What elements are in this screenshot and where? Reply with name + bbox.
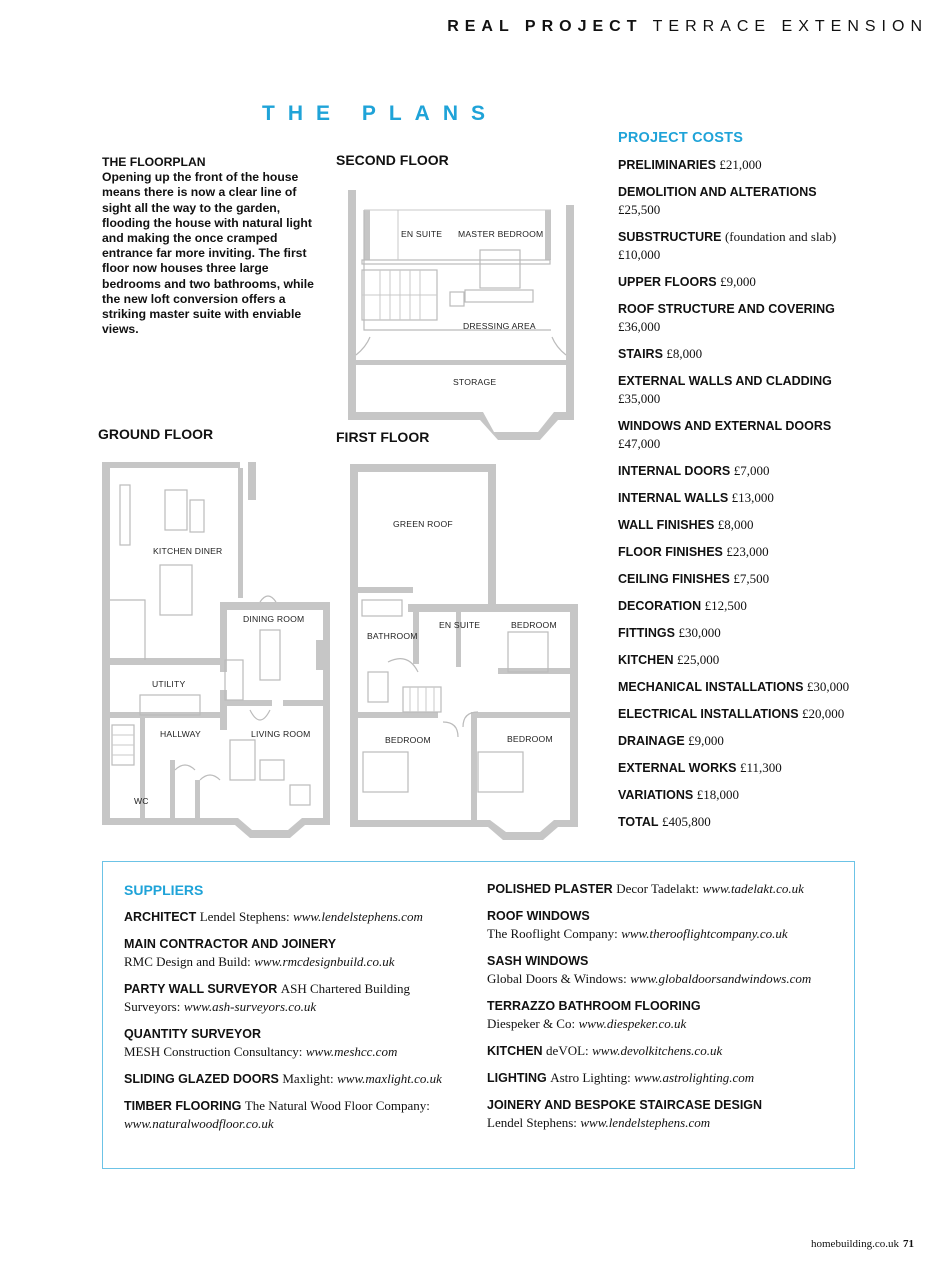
first-floor-plan — [348, 462, 583, 842]
supplier-name: Lendel Stephens: — [487, 1115, 577, 1130]
cost-label: EXTERNAL WORKS — [618, 761, 737, 775]
supplier-name: Maxlight: — [282, 1071, 334, 1086]
room-label: GREEN ROOF — [393, 519, 453, 529]
cost-item — [618, 705, 888, 723]
costs-title: PROJECT COSTS — [618, 130, 744, 146]
room-label: WC — [134, 796, 149, 806]
cost-value: £10,000 — [618, 247, 661, 262]
room-label: KITCHEN DINER — [153, 546, 223, 556]
section-header — [447, 18, 928, 36]
cost-value: £405,800 — [662, 814, 711, 829]
suppliers-box — [102, 861, 855, 1169]
supplier-item — [124, 980, 464, 1016]
cost-label: INTERNAL DOORS — [618, 464, 731, 478]
supplier-url[interactable]: www.lendelstephens.com — [580, 1115, 711, 1130]
cost-value: £35,000 — [618, 391, 661, 406]
supplier-label: ROOF WINDOWS — [487, 909, 590, 923]
supplier-label: ARCHITECT — [124, 910, 197, 924]
supplier-url[interactable]: www.diespeker.co.uk — [578, 1016, 687, 1031]
supplier-url[interactable]: www.tadelakt.co.uk — [702, 881, 804, 896]
cost-value: £7,000 — [733, 463, 770, 478]
supplier-name: Decor Tadelakt: — [616, 881, 700, 896]
supplier-item — [487, 952, 847, 988]
floorplan-heading: THE FLOORPLAN — [102, 155, 206, 169]
room-label: DINING ROOM — [243, 614, 305, 624]
supplier-name: The Rooflight Company: — [487, 926, 618, 941]
cost-item — [618, 417, 888, 453]
cost-item — [618, 786, 888, 804]
supplier-item — [124, 1070, 464, 1088]
supplier-url[interactable]: www.lendelstephens.com — [293, 909, 423, 924]
supplier-item — [124, 908, 464, 926]
cost-label: PRELIMINARIES — [618, 158, 716, 172]
cost-item — [618, 489, 888, 507]
supplier-name: MESH Construction Consultancy: — [124, 1044, 303, 1059]
plans-title: THE PLANS — [262, 102, 499, 125]
room-label: MASTER BEDROOM — [458, 229, 544, 239]
supplier-name: deVOL: — [546, 1043, 589, 1058]
cost-label: DECORATION — [618, 599, 702, 613]
cost-item — [618, 597, 888, 615]
supplier-item — [124, 1097, 464, 1133]
cost-label: WALL FINISHES — [618, 518, 715, 532]
supplier-url[interactable]: www.astrolighting.com — [634, 1070, 755, 1085]
supplier-url[interactable]: www.devolkitchens.co.uk — [592, 1043, 723, 1058]
cost-label: DRAINAGE — [618, 734, 685, 748]
cost-value: £20,000 — [802, 706, 845, 721]
supplier-item — [487, 1042, 847, 1060]
room-label: EN SUITE — [401, 229, 443, 239]
cost-item — [618, 732, 888, 750]
supplier-item — [124, 1025, 464, 1061]
cost-value: £8,000 — [717, 517, 754, 532]
cost-label: ELECTRICAL INSTALLATIONS — [618, 707, 799, 721]
suppliers-left-column — [124, 908, 464, 1142]
header-section-label: REAL PROJECT — [447, 18, 643, 35]
cost-value: £13,000 — [731, 490, 774, 505]
cost-list — [618, 156, 888, 831]
cost-value: £23,000 — [726, 544, 769, 559]
page-footer — [811, 1238, 914, 1250]
cost-item — [618, 156, 888, 174]
cost-value: £8,000 — [666, 346, 703, 361]
supplier-name: Global Doors & Windows: — [487, 971, 627, 986]
cost-item — [618, 543, 888, 561]
room-label: BATHROOM — [367, 631, 418, 641]
cost-label: ROOF STRUCTURE AND COVERING — [618, 302, 835, 316]
supplier-url[interactable]: www.meshcc.com — [305, 1044, 398, 1059]
cost-item — [618, 759, 888, 777]
supplier-label: SASH WINDOWS — [487, 954, 589, 968]
supplier-url[interactable]: www.therooflightcompany.co.uk — [621, 926, 788, 941]
supplier-label: TERRAZZO BATHROOM FLOORING — [487, 999, 701, 1013]
supplier-name: RMC Design and Build: — [124, 954, 251, 969]
cost-item — [618, 183, 888, 219]
cost-label: DEMOLITION AND ALTERATIONS — [618, 185, 817, 199]
second-floor-label: SECOND FLOOR — [336, 152, 449, 168]
cost-item — [618, 678, 888, 696]
supplier-url[interactable]: www.ash-surveyors.co.uk — [183, 999, 317, 1014]
cost-label: INTERNAL WALLS — [618, 491, 729, 505]
supplier-label: JOINERY AND BESPOKE STAIRCASE DESIGN — [487, 1098, 763, 1112]
supplier-item — [487, 880, 847, 898]
room-label: UTILITY — [152, 679, 186, 689]
cost-value: £12,500 — [704, 598, 747, 613]
supplier-label: QUANTITY SURVEYOR — [124, 1027, 262, 1041]
cost-value: £18,000 — [696, 787, 739, 802]
supplier-item — [487, 997, 847, 1033]
cost-value: £30,000 — [678, 625, 721, 640]
supplier-item — [124, 935, 464, 971]
floorplan-text — [102, 155, 314, 337]
cost-item — [618, 624, 888, 642]
cost-label: WINDOWS AND EXTERNAL DOORS — [618, 419, 832, 433]
project-costs — [618, 130, 888, 840]
supplier-label: LIGHTING — [487, 1071, 547, 1085]
cost-label: KITCHEN — [618, 653, 674, 667]
cost-item — [618, 570, 888, 588]
supplier-name: Lendel Stephens: — [199, 909, 290, 924]
cost-label: FITTINGS — [618, 626, 675, 640]
supplier-label: PARTY WALL SURVEYOR — [124, 982, 278, 996]
first-floor-label: FIRST FLOOR — [336, 429, 430, 445]
room-label: HALLWAY — [160, 729, 201, 739]
supplier-url[interactable]: www.maxlight.co.uk — [337, 1071, 442, 1086]
cost-value: £9,000 — [688, 733, 724, 748]
ground-floor-plan — [100, 460, 335, 840]
supplier-label: TIMBER FLOORING — [124, 1099, 242, 1113]
cost-total — [618, 813, 888, 831]
room-label: BEDROOM — [511, 620, 557, 630]
cost-note: (foundation and slab) — [724, 229, 837, 244]
cost-value: £36,000 — [618, 319, 661, 334]
supplier-label: SLIDING GLAZED DOORS — [124, 1072, 279, 1086]
supplier-url[interactable]: www.rmcdesignbuild.co.uk — [254, 954, 395, 969]
cost-label: CEILING FINISHES — [618, 572, 730, 586]
supplier-item — [487, 1069, 847, 1087]
room-label: BEDROOM — [385, 735, 431, 745]
cost-label: UPPER FLOORS — [618, 275, 717, 289]
cost-label: VARIATIONS — [618, 788, 694, 802]
cost-value: £25,500 — [618, 202, 661, 217]
room-label: STORAGE — [453, 377, 497, 387]
footer-site[interactable]: homebuilding.co.uk — [811, 1238, 899, 1250]
supplier-name: ASH Chartered Building Surveyors: — [124, 981, 411, 1014]
supplier-label: KITCHEN — [487, 1044, 543, 1058]
cost-item — [618, 300, 888, 336]
cost-value: £30,000 — [806, 679, 850, 694]
cost-label: FLOOR FINISHES — [618, 545, 723, 559]
room-label: EN SUITE — [439, 620, 481, 630]
supplier-url[interactable]: www.globaldoorsandwindows.com — [630, 971, 812, 986]
suppliers-title: SUPPLIERS — [124, 882, 204, 898]
cost-item — [618, 273, 888, 291]
cost-label: MECHANICAL INSTALLATIONS — [618, 680, 804, 694]
supplier-url[interactable]: www.naturalwoodfloor.co.uk — [124, 1116, 274, 1131]
floorplan-body: Opening up the front of the house means there is now a clear line of sight all the way to the garden, flooding the house with natural light and making the once cramped entrance far more inviting. The first floor now houses three large bedrooms and two bathrooms, while the new loft conversion offers a striking master suite with enviable views. — [102, 170, 314, 337]
cost-label: STAIRS — [618, 347, 663, 361]
supplier-name: Diespeker & Co: — [487, 1016, 576, 1031]
suppliers-right-column — [487, 880, 847, 1141]
second-floor-plan — [340, 180, 590, 445]
cost-item — [618, 462, 888, 480]
page-number: 71 — [903, 1238, 914, 1250]
cost-value: £11,300 — [740, 760, 782, 775]
supplier-item — [487, 907, 847, 943]
cost-value: £9,000 — [720, 274, 756, 289]
room-label: BEDROOM — [507, 734, 553, 744]
cost-label: SUBSTRUCTURE — [618, 230, 722, 244]
cost-item — [618, 516, 888, 534]
room-label: DRESSING AREA — [463, 321, 536, 331]
cost-item — [618, 345, 888, 363]
supplier-name: The Natural Wood Floor Company: — [244, 1098, 430, 1113]
cost-label: TOTAL — [618, 815, 659, 829]
room-label: LIVING ROOM — [251, 729, 311, 739]
cost-item — [618, 651, 888, 669]
cost-value: £21,000 — [719, 157, 762, 172]
supplier-item — [487, 1096, 847, 1132]
supplier-label: MAIN CONTRACTOR AND JOINERY — [124, 937, 337, 951]
cost-item — [618, 372, 888, 408]
cost-value: £47,000 — [618, 436, 661, 451]
supplier-name: Astro Lighting: — [550, 1070, 631, 1085]
header-topic-label: TERRACE EXTENSION — [652, 18, 928, 35]
supplier-label: POLISHED PLASTER — [487, 882, 613, 896]
cost-label: EXTERNAL WALLS AND CLADDING — [618, 374, 832, 388]
cost-value: £7,500 — [733, 571, 770, 586]
cost-value: £25,000 — [677, 652, 720, 667]
ground-floor-label: GROUND FLOOR — [98, 426, 214, 442]
cost-item — [618, 228, 888, 264]
